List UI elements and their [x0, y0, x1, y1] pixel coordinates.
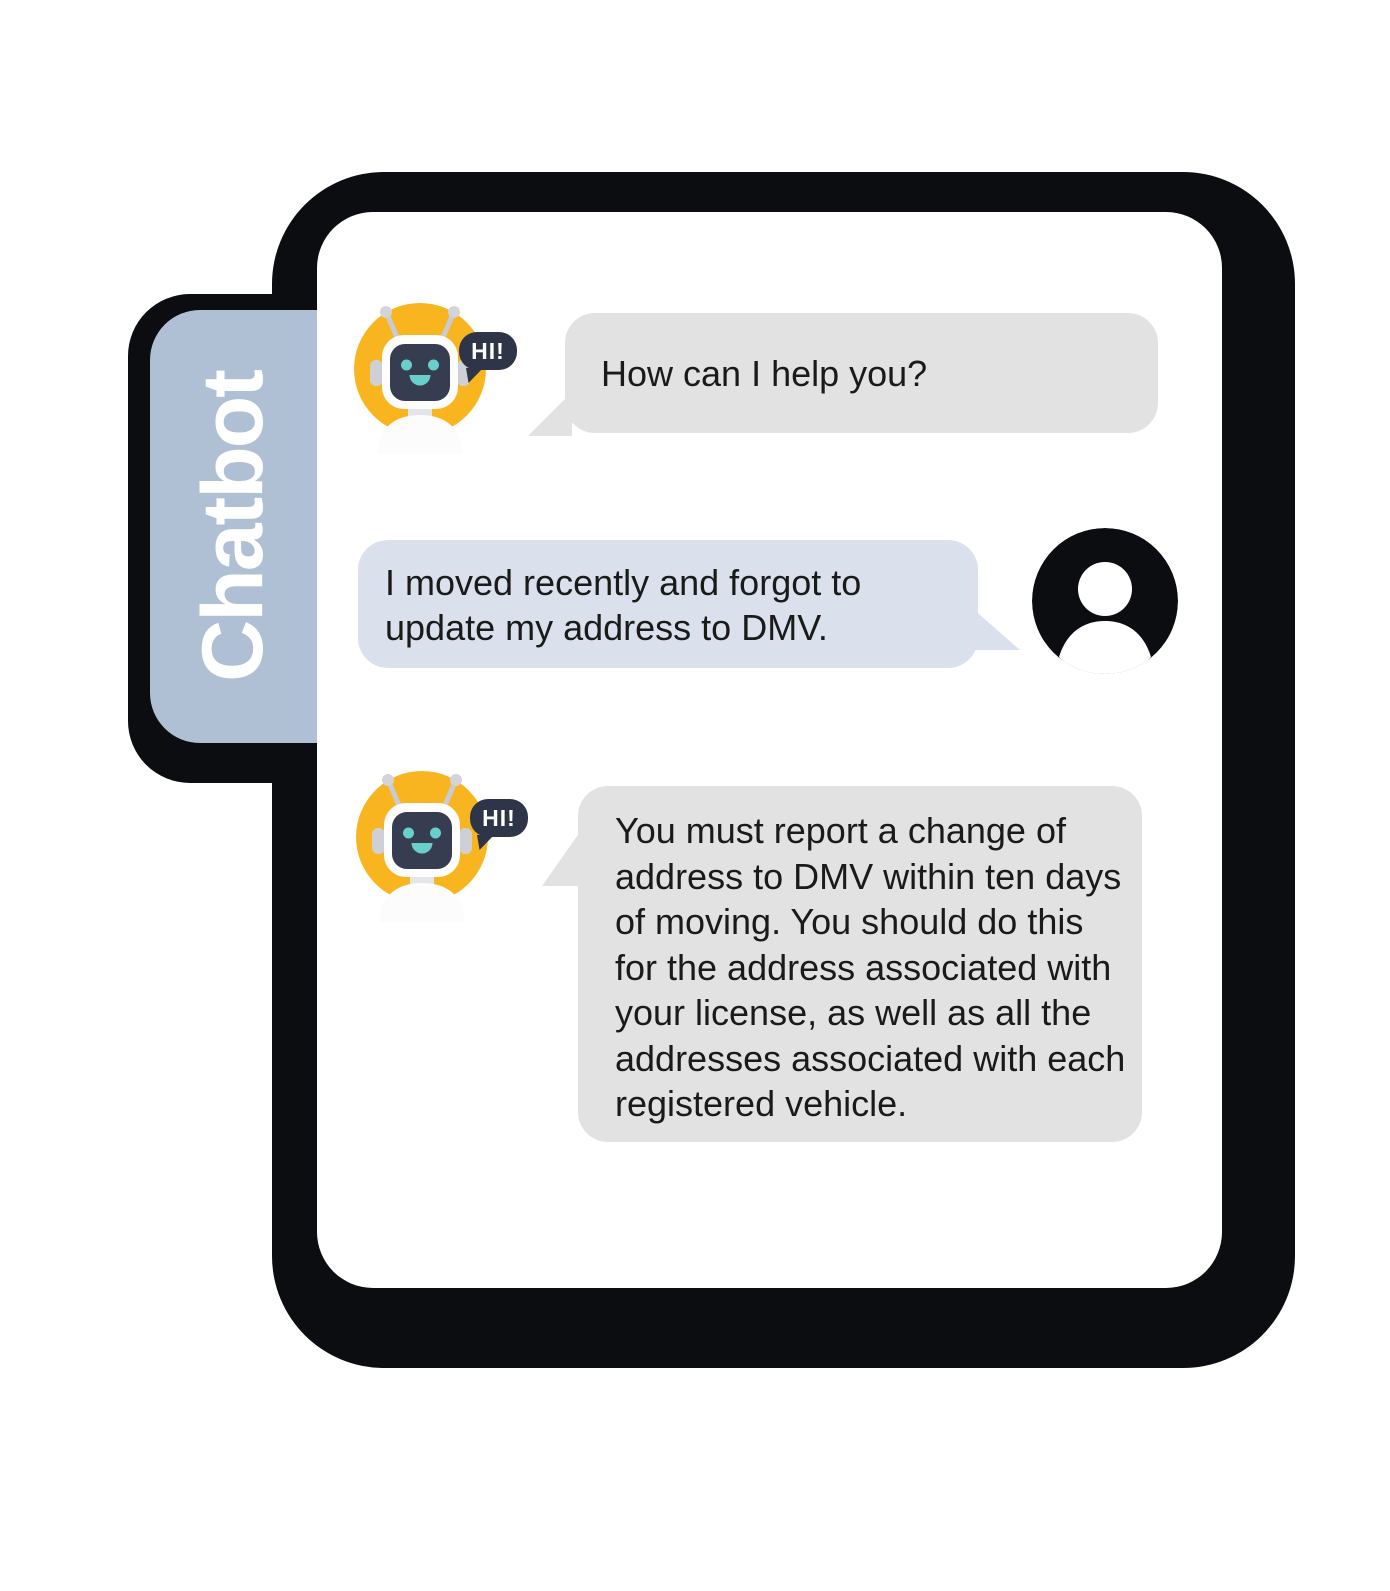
- hi-badge-label: HI!: [482, 804, 516, 831]
- chatbot-tab[interactable]: [150, 310, 317, 743]
- hi-badge: [459, 332, 517, 370]
- chatbot-tab-label: Chatbot: [185, 371, 281, 682]
- robot-icon: [352, 770, 492, 922]
- user-message-bubble: [358, 540, 978, 668]
- bot-avatar: [352, 770, 492, 922]
- message-text: How can I help you?: [601, 352, 928, 394]
- bot-message-bubble: [565, 313, 1158, 433]
- hi-badge: [470, 799, 528, 837]
- message-text: I moved recently and forgot to update my address to DMV.: [385, 562, 862, 648]
- person-icon: [1032, 528, 1178, 674]
- message-text: You must report a change of address to DMV within ten days of moving. You should do this for the address associated with your license, as well as all the addresses associated with each registered vehicle.: [615, 810, 1126, 1124]
- hi-badge-label: HI!: [471, 337, 505, 364]
- bot-message-bubble: [578, 786, 1142, 1142]
- user-avatar: [1032, 528, 1178, 674]
